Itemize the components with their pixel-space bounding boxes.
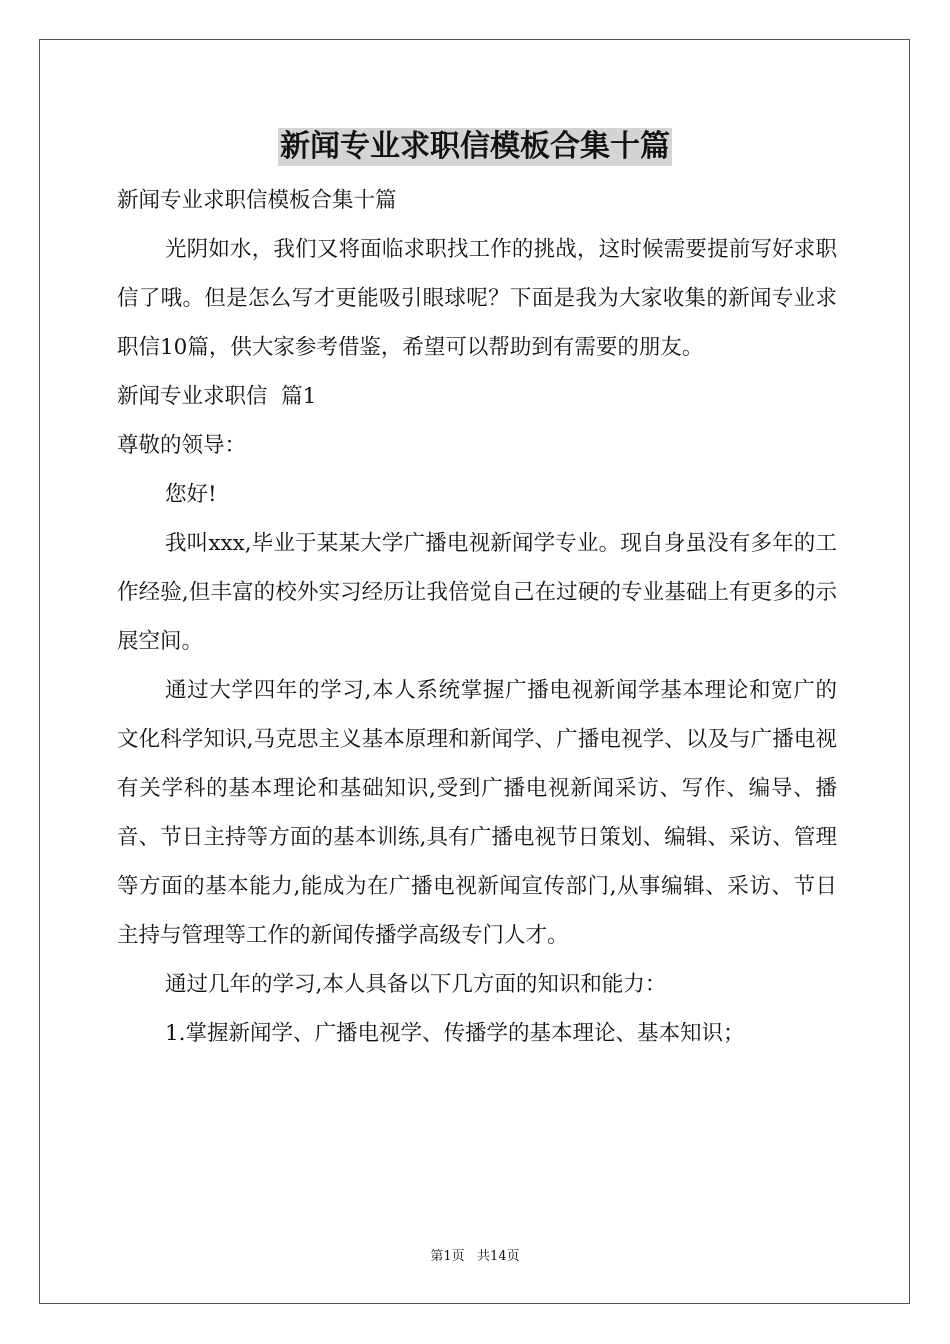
salutation: 尊敬的领导： [117,433,247,458]
document-title: 新闻专业求职信模板合集十篇 [280,129,670,164]
document-body [117,176,837,1058]
title-container [0,128,950,166]
page-footer [0,1249,950,1265]
paragraph: 新闻专业求职信模板合集十篇 [117,188,397,213]
paragraph: 我叫xxx,毕业于某某大学广播电视新闻学专业。现自身虽没有多年的工作经验,但丰富的校外实习经历让我倍觉自己在过硬的专业基础上有更多的示展空间。 [117,531,837,654]
page-number: 第1页 共14页 [430,1249,520,1264]
greeting: 您好! [165,482,217,507]
paragraph: 通过几年的学习,本人具备以下几方面的知识和能力： [165,972,667,997]
paragraph: 光阴如水，我们又将面临求职找工作的挑战，这时候需要提前写好求职信了哦。但是怎么写才更能吸引眼球呢？下面是我为大家收集的新闻专业求职信10篇，供大家参考借鉴，希望可以帮助到有需要的朋友。 [117,237,837,360]
section-heading: 新闻专业求职信 篇1 [117,384,317,409]
paragraph: 通过大学四年的学习,本人系统掌握广播电视新闻学基本理论和宽广的文化科学知识,马克思主义基本原理和新闻学、广播电视学、以及与广播电视有关学科的基本理论和基础知识,受到广播电视新闻采访、写作、编导、播音、节日主持等方面的基本训练,具有广播电视节日策划、编辑、采访、管理等方面的基本能力,能成为在广播电视新闻宣传部门,从事编辑、采访、节日主持与管理等工作的新闻传播学高级专门人才。 [117,678,837,948]
list-item: 1.掌握新闻学、广播电视学、传播学的基本理论、基本知识； [165,1021,745,1046]
